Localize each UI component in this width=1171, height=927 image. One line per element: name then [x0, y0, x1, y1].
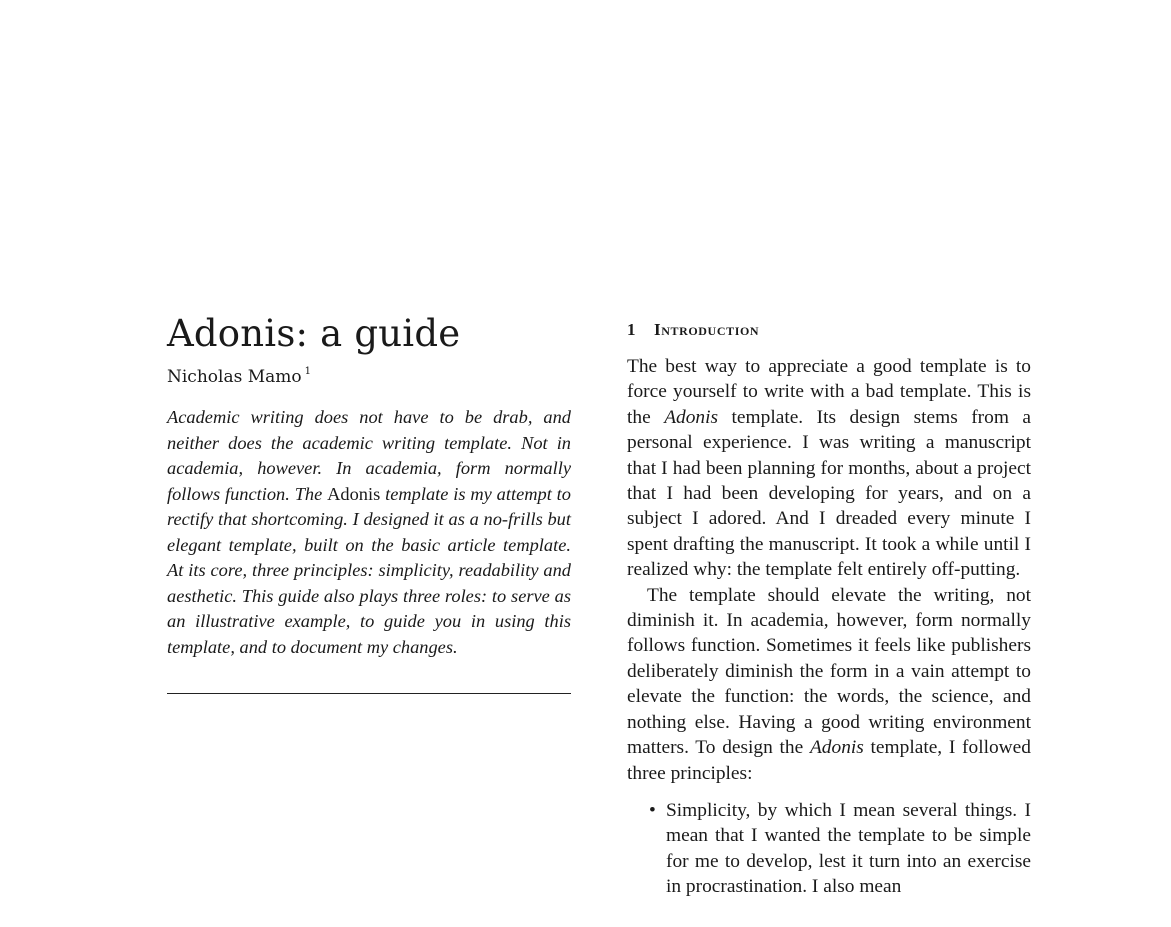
abstract-template-name: Adonis: [327, 483, 381, 504]
para2-text-end: template, I followed three principles:: [627, 737, 1031, 784]
title-block: [167, 312, 571, 660]
section-number: 1: [627, 320, 637, 339]
list-item: [627, 798, 1031, 900]
body-column: [627, 318, 1031, 900]
bullet-icon: •: [649, 799, 656, 821]
principles-list: [627, 798, 1031, 900]
abstract-text-start: Academic writing does not have to be drab, and neither does the academic writing template. Not in academia, however. In academia, form normally follows function. The: [167, 407, 571, 504]
intro-paragraph-1: [627, 354, 1031, 583]
document-title: Adonis: a guide: [167, 312, 461, 355]
abstract-divider: [167, 693, 571, 694]
list-item-text: Simplicity, by which I mean several things. I mean that I wanted the template to be simple for me to develop, lest it turn into an exercise in procrastination. I also mean: [666, 799, 1031, 898]
para2-text-start: The template should elevate the writing, not diminish it. In academia, however, form normally follows function. Sometimes it feels like publishers deliberately diminish the form in a vain attempt to elevate the function: the words, the science, and nothing else. Having a good writing environment matters. To design the: [627, 584, 1031, 759]
abstract: [167, 405, 571, 660]
para1-template-name: Adonis: [664, 406, 719, 428]
section-heading: [627, 318, 1031, 342]
para2-template-name: Adonis: [809, 737, 864, 759]
abstract-text-end: template is my attempt to rectify that shortcoming. I designed it as a no-frills but elegant template, built on the basic article template. At its core, three principles: simplicity, readability and aesthetic. This guide also plays three roles: to serve as an illustrative example, to guide you in using this template, and to document my changes.: [167, 483, 571, 657]
intro-paragraph-2: [627, 583, 1031, 786]
para1-text-end: template. Its design stems from a personal experience. I was writing a manuscript that I had been planning for months, about a project that I had been developing for years, and on a subject I adored. And I dreaded every minute I spent drafting the manuscript. It took a while until I realized why: the template felt entirely off-putting.: [627, 406, 1031, 581]
author-line: [167, 361, 571, 388]
para1-text-start: The best way to appreciate a good template is to force yourself to write with a bad template. This is the: [627, 356, 1031, 428]
section-title: Introduction: [654, 320, 760, 339]
author-name: Nicholas Mamo: [167, 367, 302, 387]
author-footnote-mark[interactable]: 1: [304, 366, 311, 377]
